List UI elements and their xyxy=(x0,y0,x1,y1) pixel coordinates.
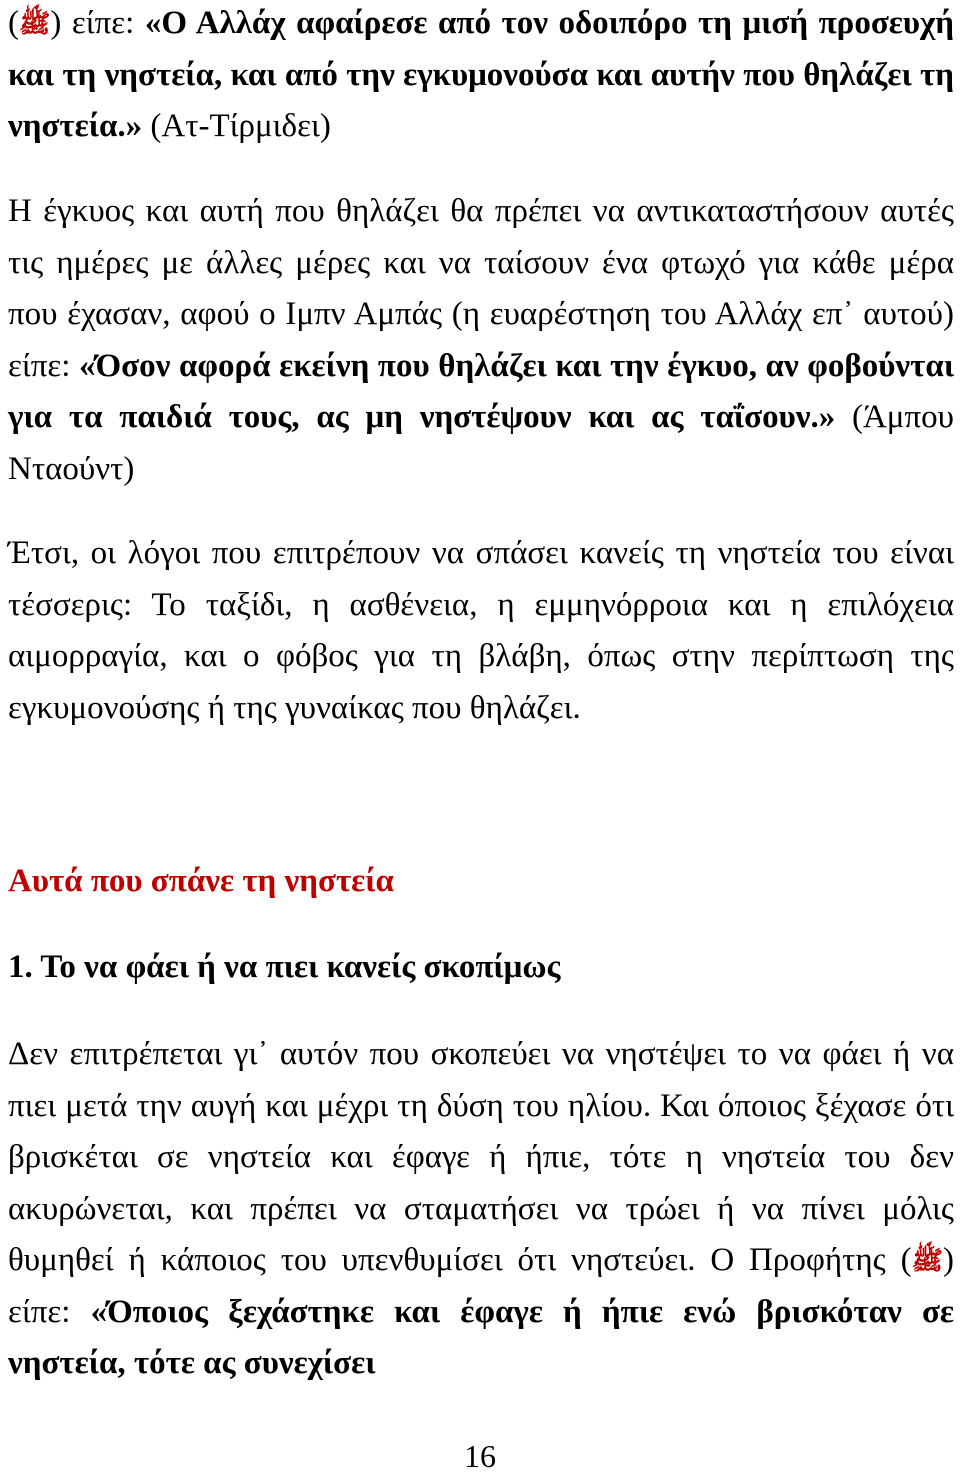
page-number: 16 xyxy=(464,1438,496,1474)
paragraph-text: Η έγκυος και αυτή που θηλάζει θα πρέπει να αντικαταστήσουν αυτές τις ημέρες με άλλες μέρες και να ταίσουν ένα φτωχό για κάθε μέρα που έχασαν, αφού ο Ιμπν Αμπάς (η ευαρέστηση του Αλλάχ επ᾽ αυτού) είπε: xyxy=(8,193,954,384)
subsection-heading: 1. Το να φάει ή να πιει κανείς σκοπίμως xyxy=(8,949,561,985)
said-text: είπε: xyxy=(8,1293,91,1330)
hadith-source: (Ατ-Τίρμιδει) xyxy=(142,108,331,144)
paragraph-text: Δεν επιτρέπεται γι᾽ αυτόν που σκοπεύει να νηστέψει το να φάει ή να πιει μετά την αυγή και μέχρι τη δύση του ηλίου. Και όποιος ξέχασε ότι βρισκέται σε νηστεία και έφαγε ή ήπιε, τότε η νηστεία του δεν ακυρώνεται, και πρέπει να σταματήσει να τρώει ή να πίνει μόλις θυμηθεί ή κάποιος του υπενθυμίσει ότι νηστεύει. Ο Προφήτης xyxy=(8,1036,954,1278)
hadith-quote: «Ο Αλλάχ αφαίρεσε από τον οδοιπόρο τη μισή προσευχή και τη νηστεία, και από την εγκυμονούσα και αυτήν που θηλάζει τη νηστεία.» xyxy=(8,5,954,144)
open-paren: ( xyxy=(8,5,19,41)
paragraph-pregnant-nursing xyxy=(8,186,954,495)
paragraph-hadith-traveler xyxy=(8,0,954,153)
paragraph-eating-drinking xyxy=(8,1029,954,1390)
close-paren: ) xyxy=(50,5,62,41)
quote-source: (Άμπου Νταούντ) xyxy=(8,399,955,487)
pbuh-symbol-icon: ﷺ xyxy=(911,1246,943,1275)
section-heading: Αυτά που σπάνε τη νηστεία xyxy=(8,863,394,899)
pbuh-symbol-icon: ﷺ xyxy=(19,9,51,38)
open-paren: ( xyxy=(900,1242,912,1278)
close-paren: ) xyxy=(943,1242,954,1278)
ibn-abbas-quote: «Όσον αφορά εκείνη που θηλάζει και την έγκυο, αν φοβούνται για τα παιδιά τους, ας μη νηστέψουν και ας ταΐσουν.» xyxy=(8,347,954,435)
paragraph-four-reasons: Έτσι, οι λόγοι που επιτρέπουν να σπάσει κανείς τη νηστεία του είναι τέσσερις: Το ταξίδι, η ασθένεια, η εμμηνόρροια και η επιλόχεια αιμορραγία, και ο φόβος για τη βλάβη, όπως στην περίπτωση της εγκυμονούσης ή της γυναίκας που θηλάζει. xyxy=(8,535,954,726)
said-text: είπε: xyxy=(61,5,145,41)
hadith-quote: «Όποιος ξεχάστηκε και έφαγε ή ήπιε ενώ βρισκόταν σε νηστεία, τότε ας συνεχίσει xyxy=(8,1293,954,1381)
